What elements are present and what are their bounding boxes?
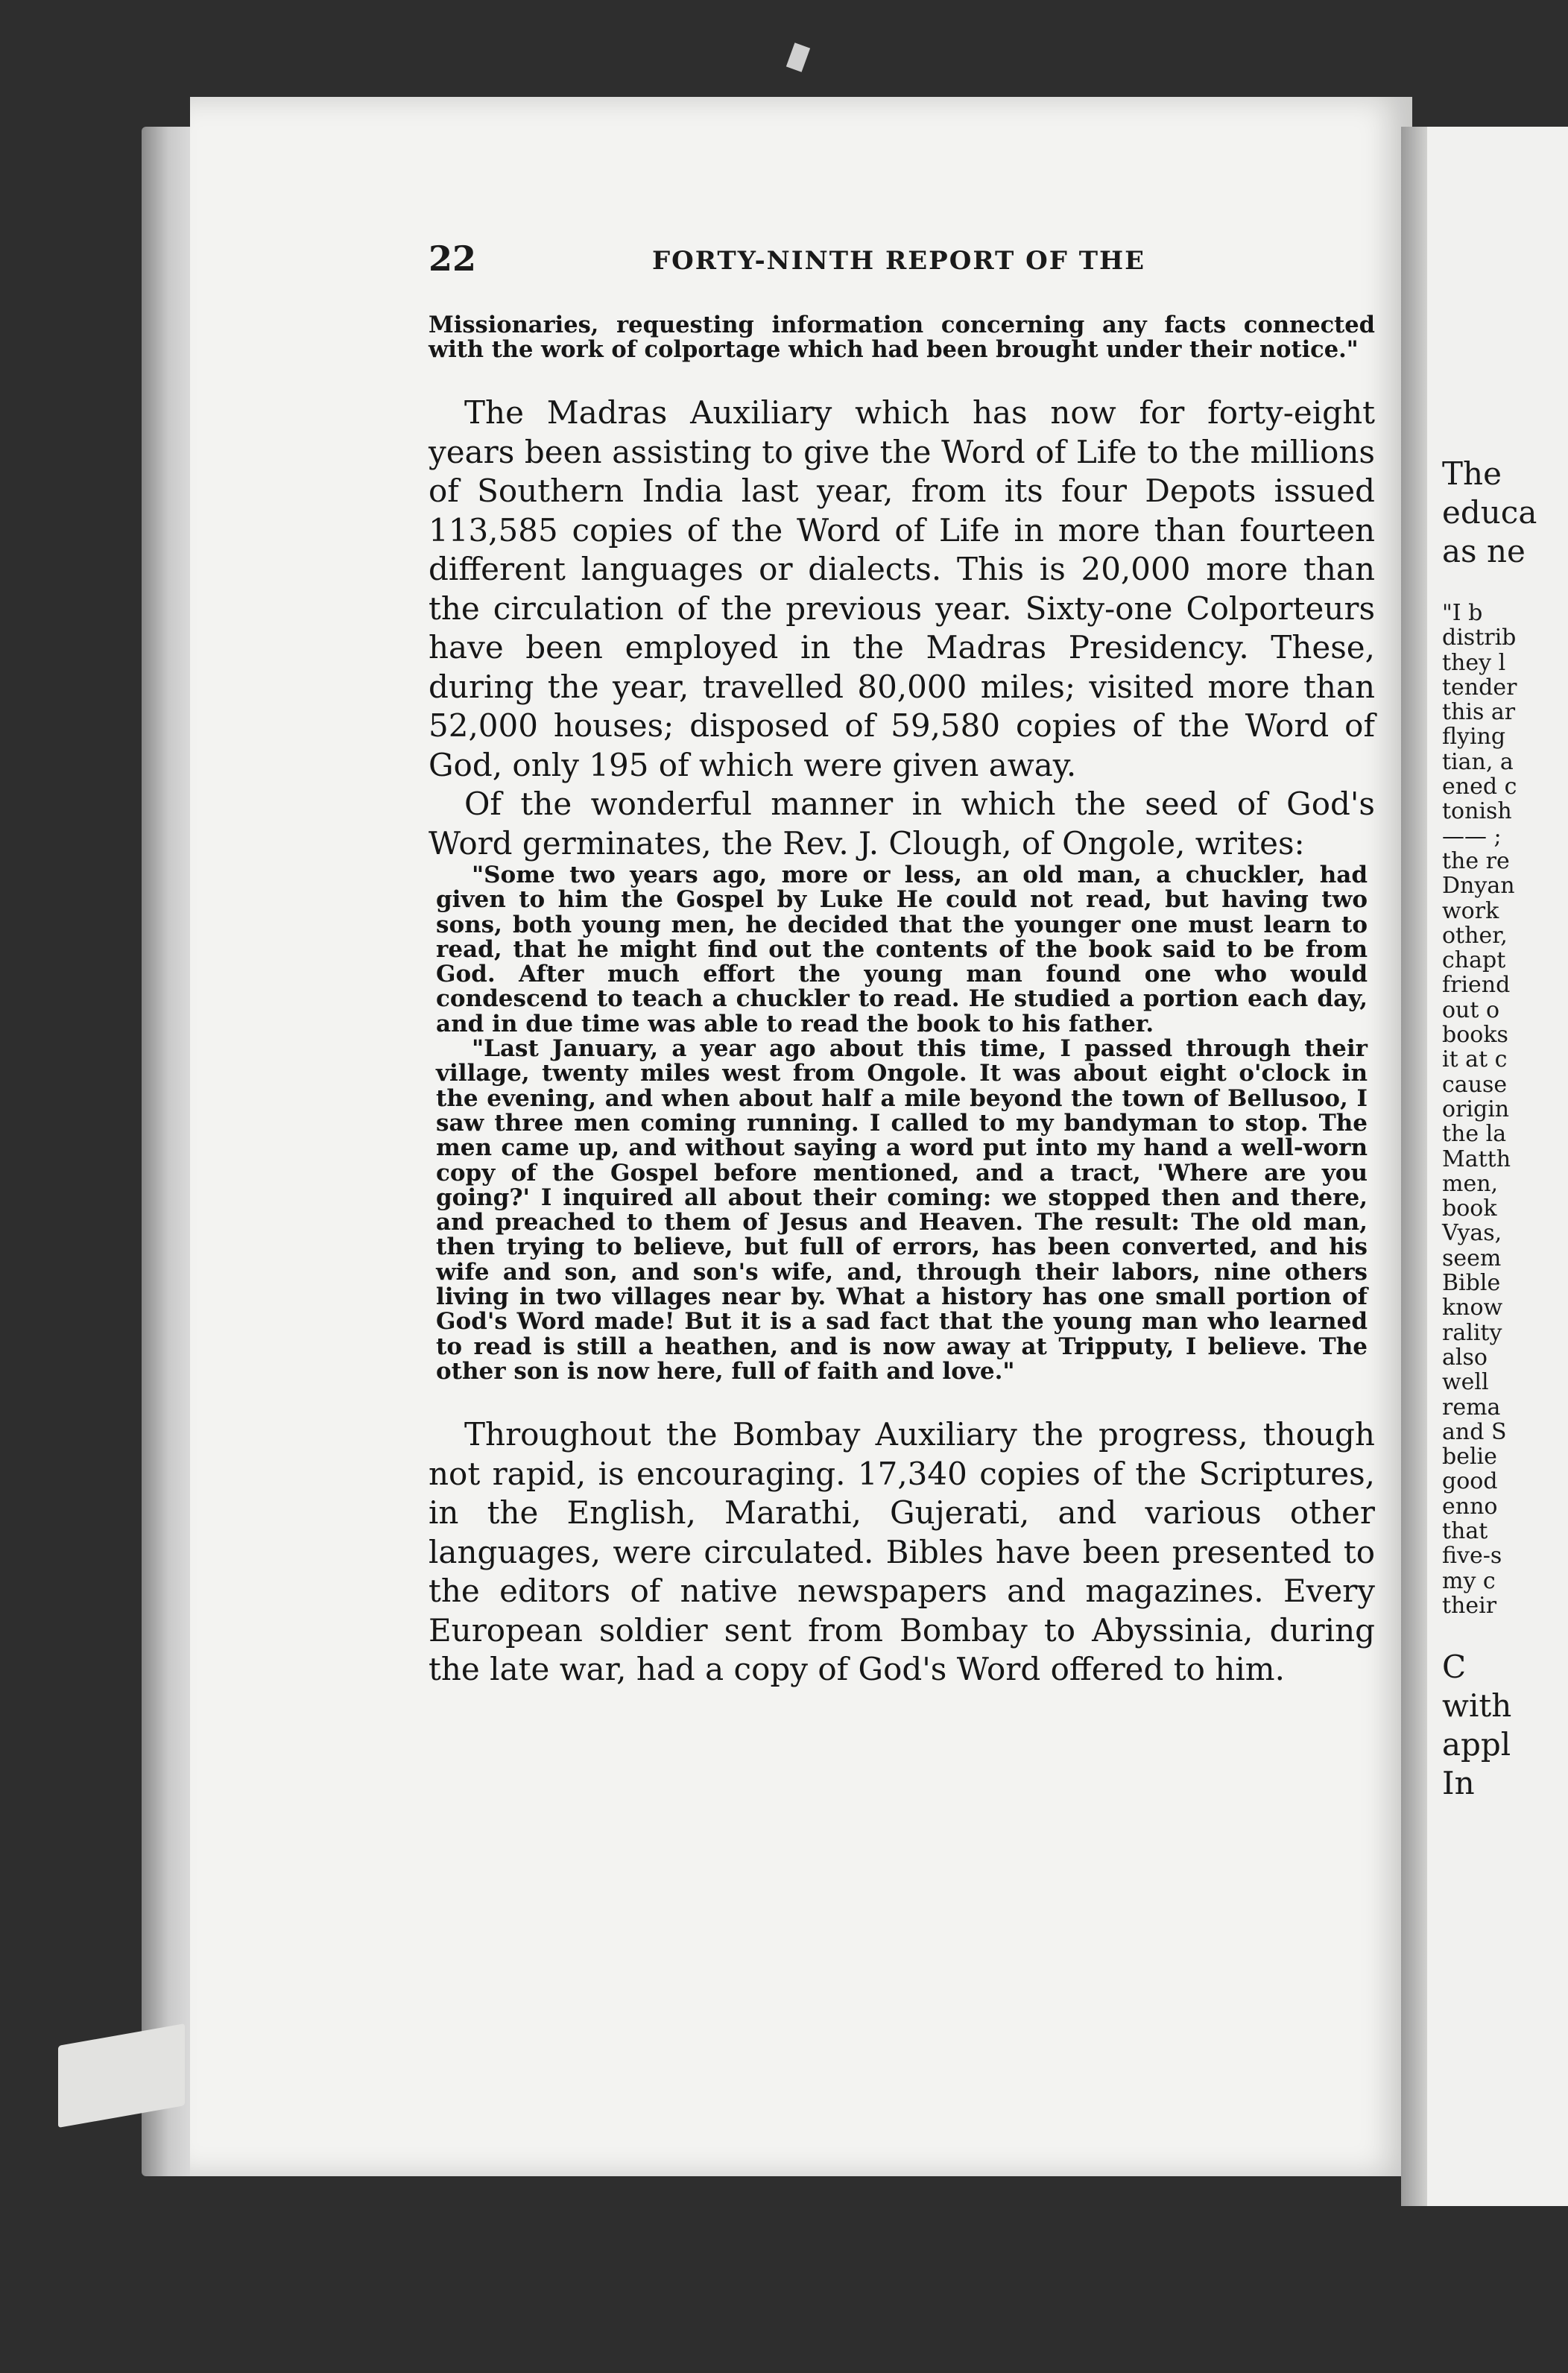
continuation-paragraph: Missionaries, requesting information concerning any facts connected with the work of colportage which had been brought under their notice." xyxy=(429,312,1375,363)
left-page-body xyxy=(429,313,1375,1690)
right-line: chapt xyxy=(1442,947,1506,974)
page-header xyxy=(429,238,1375,291)
right-line: men, xyxy=(1442,1170,1499,1197)
page-top-mark xyxy=(786,42,810,72)
right-line: Matth xyxy=(1442,1146,1511,1172)
clough-paragraph: Of the wonderful manner in which the seed of God's Word germinates, the Rev. J. Clough, of Ongole, writes: xyxy=(429,786,1375,862)
right-line: rema xyxy=(1442,1394,1501,1421)
right-line: other, xyxy=(1442,922,1508,949)
clough-quote-1: "Some two years ago, more or less, an old man, a chuckler, had given to him the Gospel by Luke He could not read, but having two sons, both young men, he decided that the younger one must learn to read, that he might find out the contents of the book said to be from God. After much effort the young man found one who would condescend to teach a chuckler to read. He studied a portion each day, and in due time was able to read the book to his father. xyxy=(436,862,1368,1037)
right-line: know xyxy=(1442,1295,1503,1321)
right-line: —— ; xyxy=(1442,823,1502,850)
right-line: Dnyan xyxy=(1442,873,1515,900)
right-page-text xyxy=(1442,455,1568,1803)
right-line: Vyas, xyxy=(1442,1220,1502,1247)
page-number: 22 xyxy=(429,238,477,279)
right-line: belie xyxy=(1442,1444,1497,1470)
right-line: enno xyxy=(1442,1493,1498,1520)
right-line: the re xyxy=(1442,847,1510,874)
right-line: distrib xyxy=(1442,625,1517,651)
right-line: work xyxy=(1442,897,1499,924)
right-line: they l xyxy=(1442,649,1506,676)
right-line: their xyxy=(1442,1592,1497,1619)
right-line: ened c xyxy=(1442,774,1517,800)
right-line: book xyxy=(1442,1195,1497,1222)
bombay-paragraph: Throughout the Bombay Auxiliary the progress, though not rapid, is encouraging. 17,340 copies of the Scriptures, in the English, Marathi, Gujerati, and various other languages, were circulated. Bibles have been presented to the editors of native newspapers and magazines. Every European soldier sent from Bombay to Abyssinia, during the late war, had a copy of God's Word offered to him. xyxy=(429,1416,1375,1688)
right-line: and S xyxy=(1442,1418,1507,1445)
right-line: with xyxy=(1442,1687,1512,1725)
running-head: FORTY-NINTH REPORT OF THE xyxy=(652,246,1146,276)
right-bottom-lines xyxy=(1442,1648,1568,1803)
right-line: as ne xyxy=(1442,533,1526,569)
clough-quote-2: "Last January, a year ago about this time, I passed through their village, twenty miles west from Ongole. It was about eight o'clock in the evening, and when about half a mile beyond the town of Bellusoo, I saw three men coming running. I called to my bandyman to stop. The men came up, and without saying a word put into my hand a well-worn copy of the Gospel before mentioned, and a tract, 'Where are you going?' I inquired all about their coming: we stopped then and there, and preached to them of Jesus and Heaven. The result: The old man, then trying to believe, but full of errors, has been converted, and his wife and son, and son's wife, and, through their labors, nine others living in two villages near by. What a history has one small portion of God's Word made! But it is a sad fact that the young man who learned to read is still a heathen, and is now away at Tripputy, I believe. The other son is now here, full of faith and love." xyxy=(436,1035,1368,1385)
right-line: origin xyxy=(1442,1096,1510,1122)
right-line: tian, a xyxy=(1442,748,1514,775)
right-quote-lines xyxy=(1442,601,1568,1618)
right-line: flying xyxy=(1442,724,1506,751)
right-line: The xyxy=(1442,455,1502,492)
right-line: C xyxy=(1442,1649,1467,1686)
right-line: "I b xyxy=(1442,600,1483,626)
right-page xyxy=(1427,127,1568,2206)
right-line: appl xyxy=(1442,1726,1511,1763)
madras-paragraph: The Madras Auxiliary which has now for forty-eight years been assisting to give the Word of Life to the millions of Southern India last year, from its four Depots issued 113,585 copies of the Word of Life in more than fourteen different languages or dialects. This is 20,000 more than the circulation of the previous year. Sixty-one Colporteurs have been employed in the Madras Presidency. These, during the year, travelled 80,000 miles; visited more than 52,000 houses; disposed of 59,580 copies of the Word of God, only 195 of which were given away. xyxy=(429,394,1375,783)
right-top-lines xyxy=(1442,455,1568,571)
right-line: the la xyxy=(1442,1121,1507,1148)
right-line: good xyxy=(1442,1468,1498,1495)
right-line: also xyxy=(1442,1344,1488,1371)
right-line: cause xyxy=(1442,1071,1508,1098)
right-line: out o xyxy=(1442,996,1500,1023)
right-line: educa xyxy=(1442,494,1537,531)
right-line: well xyxy=(1442,1369,1489,1396)
right-line: my c xyxy=(1442,1567,1496,1594)
right-line: five-s xyxy=(1442,1543,1502,1570)
right-line: rality xyxy=(1442,1319,1502,1346)
book-gutter xyxy=(1401,127,1431,2206)
right-line: friend xyxy=(1442,972,1511,999)
right-line: Bible xyxy=(1442,1270,1501,1297)
right-line: books xyxy=(1442,1022,1508,1049)
right-line: it at c xyxy=(1442,1046,1508,1073)
right-line: In xyxy=(1442,1765,1475,1802)
right-line: seem xyxy=(1442,1245,1502,1271)
right-line: tender xyxy=(1442,674,1517,701)
right-line: that xyxy=(1442,1517,1488,1544)
right-line: this ar xyxy=(1442,699,1516,726)
right-line: tonish xyxy=(1442,798,1512,825)
